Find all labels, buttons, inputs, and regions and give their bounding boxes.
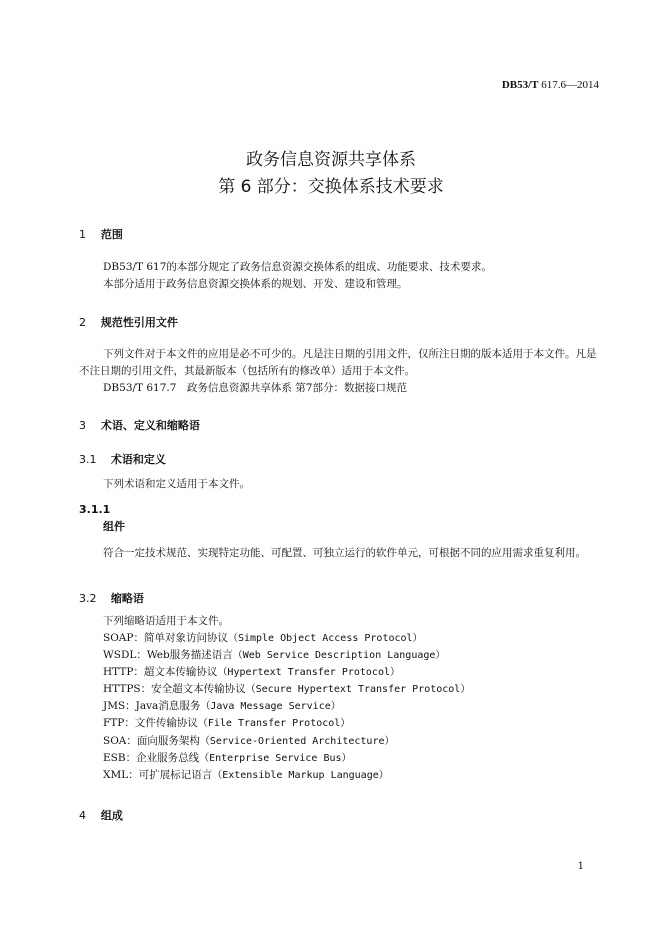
section-2-para-1: 下列文件对于本文件的应用是必不可少的。凡是注日期的引用文件，仅所注日期的版本适用于本文件。凡是不注日期的引用文件，其最新版本（包括所有的修改单）适用于本文件。 — [79, 348, 597, 377]
abbreviation-term: XML：可扩展标记语言 — [103, 769, 213, 781]
section-2-title: 规范性引用文件 — [100, 316, 178, 329]
abbreviation-english: （File Transfer Protocol） — [197, 718, 351, 729]
section-3-1-heading — [79, 451, 166, 467]
abbreviation-term: FTP：文件传输协议 — [103, 717, 198, 729]
abbreviation-term: JMS：Java消息服务 — [103, 700, 201, 712]
section-1-para-1: DB53/T 617的本部分规定了政务信息资源交换体系的组成、功能要求、技术要求。 — [103, 261, 492, 273]
abbreviation-item — [103, 733, 395, 750]
section-4-number: 4 — [79, 809, 86, 822]
abbreviations-intro: 下列缩略语适用于本文件。 — [103, 615, 229, 627]
section-3-title: 术语、定义和缩略语 — [100, 419, 200, 432]
abbreviation-english: （Enterprise Service Bus） — [199, 753, 352, 764]
section-3-1-title: 术语和定义 — [110, 453, 166, 466]
abbreviation-term: SOA：面向服务架构 — [103, 735, 200, 747]
abbreviation-english: （Java Message Service） — [200, 701, 341, 712]
section-2-heading — [79, 314, 178, 330]
abbreviation-item — [103, 715, 350, 732]
section-3-2-number: 3.2 — [79, 592, 97, 605]
abbreviation-item — [103, 630, 423, 647]
abbreviation-item — [103, 647, 445, 664]
section-3-1-1-term: 组件 — [103, 520, 125, 533]
section-3-2-title: 缩略语 — [110, 592, 144, 605]
abbreviation-term: WSDL：Web服务描述语言 — [103, 649, 233, 661]
document-subtitle: 第 6 部分：交换体系技术要求 — [218, 177, 444, 197]
abbreviation-term: SOAP：简单对象访问协议 — [103, 632, 228, 644]
section-3-1-para: 下列术语和定义适用于本文件。 — [103, 478, 250, 490]
abbreviation-english: （Hypertext Transfer Protocol） — [217, 667, 400, 678]
abbreviation-english: （Extensible Markup Language） — [212, 770, 389, 781]
abbreviation-term: HTTP：超文本传输协议 — [103, 666, 218, 678]
abbreviation-item — [103, 750, 352, 767]
abbreviation-english: （Web Service Description Language） — [232, 650, 446, 661]
section-4-heading — [79, 807, 123, 823]
page-number: 1 — [577, 861, 584, 872]
document-title: 政务信息资源共享体系 — [246, 150, 416, 170]
document-code-number: 617.6—2014 — [541, 79, 599, 91]
section-2-para-2: DB53/T 617.7 政务信息资源共享体系 第7部分：数据接口规范 — [103, 382, 407, 394]
section-1-number: 1 — [79, 228, 86, 241]
abbreviation-item — [103, 664, 400, 681]
section-3-heading — [79, 417, 200, 433]
section-4-title: 组成 — [100, 809, 123, 822]
section-3-number: 3 — [79, 419, 86, 432]
section-3-2-heading — [79, 590, 144, 606]
abbreviation-item — [103, 681, 470, 698]
section-3-1-number: 3.1 — [79, 453, 97, 466]
abbreviation-english: （Secure Hypertext Transfer Protocol） — [245, 684, 471, 695]
document-code-prefix: DB53/T — [501, 79, 539, 91]
section-1-para-2: 本部分适用于政务信息资源交换体系的规划、开发、建设和管理。 — [103, 278, 408, 290]
abbreviation-english: （Service-Oriented Architecture） — [199, 736, 395, 747]
section-2-number: 2 — [79, 316, 86, 329]
section-3-1-1-number: 3.1.1 — [79, 503, 111, 516]
section-3-1-1-para: 符合一定技术规范、实现特定功能、可配置、可独立运行的软件单元，可根据不同的应用需求重复利用。 — [103, 547, 586, 559]
abbreviation-term: HTTPS：安全超文本传输协议 — [103, 683, 246, 695]
section-1-heading — [79, 226, 123, 242]
abbreviation-item — [103, 767, 389, 784]
abbreviation-term: ESB：企业服务总线 — [103, 752, 200, 764]
section-1-title: 范围 — [100, 228, 123, 241]
abbreviation-english: （Simple Object Access Protocol） — [227, 633, 423, 644]
abbreviation-item — [103, 698, 341, 715]
document-code — [502, 79, 599, 91]
